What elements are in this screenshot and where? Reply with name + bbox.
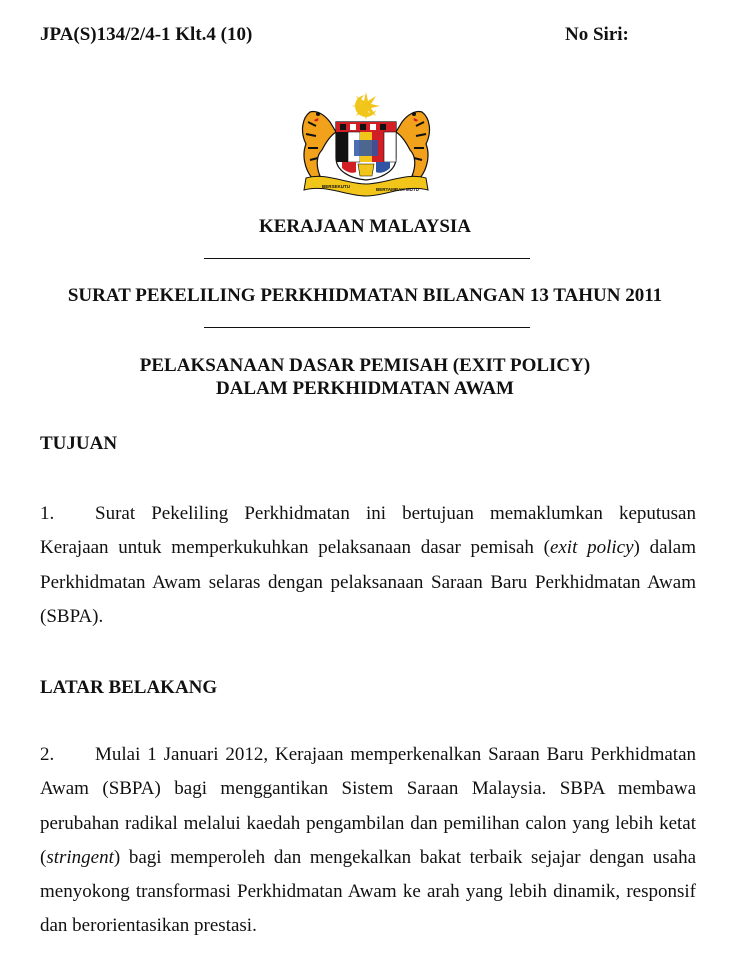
federal-star (352, 92, 380, 120)
reference-number: JPA(S)134/2/4-1 Klt.4 (10) (40, 24, 253, 45)
subject-title (0, 354, 730, 400)
divider-line (204, 258, 530, 259)
paragraph-1 (40, 497, 696, 634)
paragraph-text: Surat Pekeliling Perkhidmatan ini bertujuan memaklumkan keputusan Kerajaan untuk memperkukuhkan pelaksanaan dasar pemisah ( (40, 503, 696, 559)
paragraph-text: ) dalam Perkhidmatan Awam selaras dengan pelaksanaan Saraan Baru Perkhidmatan Awam (SBPA). (40, 537, 696, 627)
subject-line-2: DALAM PERKHIDMATAN AWAM (215, 378, 514, 399)
circular-title: SURAT PEKELILING PERKHIDMATAN BILANGAN 13 TAHUN 2011 (67, 285, 663, 306)
paragraph-text: ) bagi memperoleh dan mengekalkan bakat terbaik sejajar dengan usaha menyokong transformasi Perkhidmatan Awam ke arah yang lebih dinamik, responsif dan berorientasikan prestasi. (40, 846, 696, 937)
government-name: KERAJAAN MALAYSIA (258, 216, 471, 237)
right-tiger (396, 111, 429, 178)
paragraph-text: Mulai 1 Januari 2012, Kerajaan memperkenalkan Saraan Baru Perkhidmatan Awam (SBPA) bagi menggantikan Sistem Saraan Malaysia. SBPA membawa perubahan radikal melalui kaedah pengambilan dan pemilihan calon yang lebih ketat ( (40, 744, 696, 868)
section-heading-latar-belakang: LATAR BELAKANG (40, 677, 218, 698)
motto-right-text: BERTAMBAH MUTU (376, 187, 419, 192)
paragraph-number: 1. (40, 503, 55, 524)
shield (336, 122, 396, 180)
subject-line-1: PELAKSANAAN DASAR PEMISAH (EXIT POLICY) (139, 355, 591, 376)
paragraph-italic-term: exit policy (549, 537, 634, 559)
motto-left-text: BERSEKUTU (322, 184, 351, 189)
paragraph-2 (40, 738, 696, 944)
section-heading-tujuan: TUJUAN (40, 433, 118, 454)
paragraph-italic-term: stringent (46, 846, 114, 868)
serial-number-label: No Siri: (565, 24, 629, 45)
left-tiger (303, 111, 336, 178)
divider-line (204, 327, 530, 328)
coat-of-arms-malaysia (296, 92, 436, 198)
paragraph-number: 2. (40, 744, 55, 765)
